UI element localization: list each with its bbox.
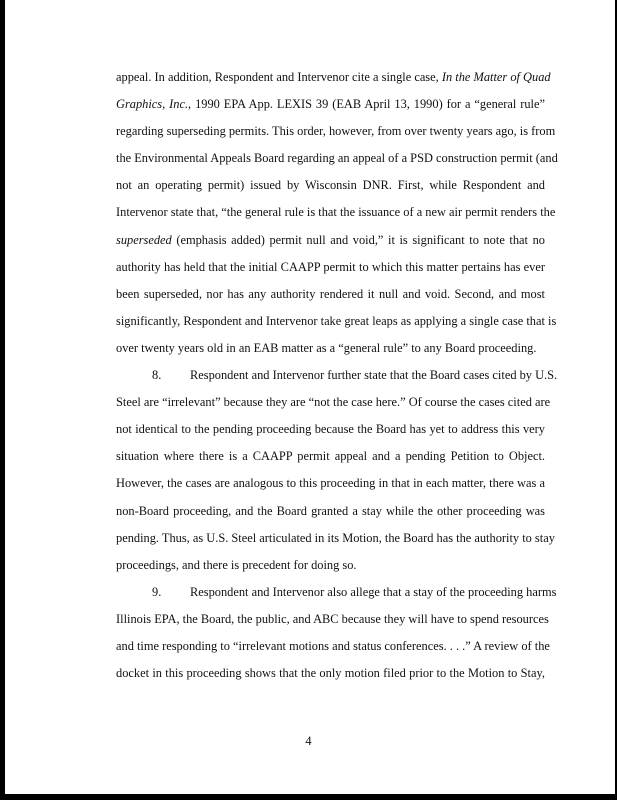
- text-line: Intervenor state that, “the general rule is that the issuance of a new air permit renders the: [116, 205, 556, 220]
- text-line: Illinois EPA, the Board, the public, and ABC because they will have to spend resources: [116, 611, 549, 626]
- text-line: the Environmental Appeals Board regarding an appeal of a PSD construction permit (and: [116, 151, 558, 166]
- scan-border-bottom: [0, 794, 617, 800]
- paragraph-number: 9.: [152, 584, 162, 599]
- text-line: However, the cases are analogous to this proceeding in that in each matter, there was a: [116, 476, 545, 491]
- text-line: pending. Thus, as U.S. Steel articulated in its Motion, the Board has the authority to stay: [116, 530, 555, 545]
- text-line: and time responding to “irrelevant motions and status conferences. . . .” A review of the: [116, 638, 550, 653]
- paragraph-9: [116, 579, 557, 687]
- text-line: proceedings, and there is precedent for doing so.: [116, 557, 357, 572]
- text-line: significantly, Respondent and Intervenor take great leaps as applying a single case that is: [116, 313, 557, 328]
- text-line: 9. Respondent and Intervenor also allege that a stay of the proceeding harms: [116, 579, 545, 606]
- text-line: authority has held that the initial CAAPP permit to which this matter pertains has ever: [116, 259, 545, 274]
- paragraph-number: 8.: [152, 368, 162, 383]
- paragraph-8: [116, 362, 558, 579]
- paragraph-continuation: [116, 64, 558, 362]
- text-line: not an operating permit) issued by Wisconsin DNR. First, while Respondent and: [116, 178, 545, 193]
- text-line: non-Board proceeding, and the Board granted a stay while the other proceeding was: [116, 503, 545, 518]
- page-number: 4: [305, 734, 312, 748]
- document-body: [116, 64, 558, 687]
- text-line: Steel are “irrelevant” because they are “not the case here.” Of course the cases cited are: [116, 395, 551, 410]
- text-line: Graphics, Inc., 1990 EPA App. LEXIS 39 (EAB April 13, 1990) for a “general rule”: [116, 97, 545, 112]
- text-line: situation where there is a CAAPP permit appeal and a pending Petition to Object.: [116, 449, 545, 464]
- text-line: regarding superseding permits. This order, however, from over twenty years ago, is from: [116, 124, 556, 139]
- text-line: superseded (emphasis added) permit null and void,” it is significant to note that no: [116, 232, 545, 247]
- text-line: docket in this proceeding shows that the only motion filed prior to the Motion to Stay,: [116, 666, 545, 681]
- text-line: not identical to the pending proceeding because the Board has yet to address this very: [116, 422, 545, 437]
- text-line: 8. Respondent and Intervenor further state that the Board cases cited by U.S.: [116, 362, 545, 389]
- scan-border-left: [0, 0, 5, 800]
- text-line: appeal. In addition, Respondent and Intervenor cite a single case, In the Matter of Quad: [116, 70, 551, 84]
- text-line: been superseded, nor has any authority rendered it null and void. Second, and most: [116, 286, 545, 301]
- text-line: over twenty years old in an EAB matter as a “general rule” to any Board proceeding.: [116, 340, 537, 355]
